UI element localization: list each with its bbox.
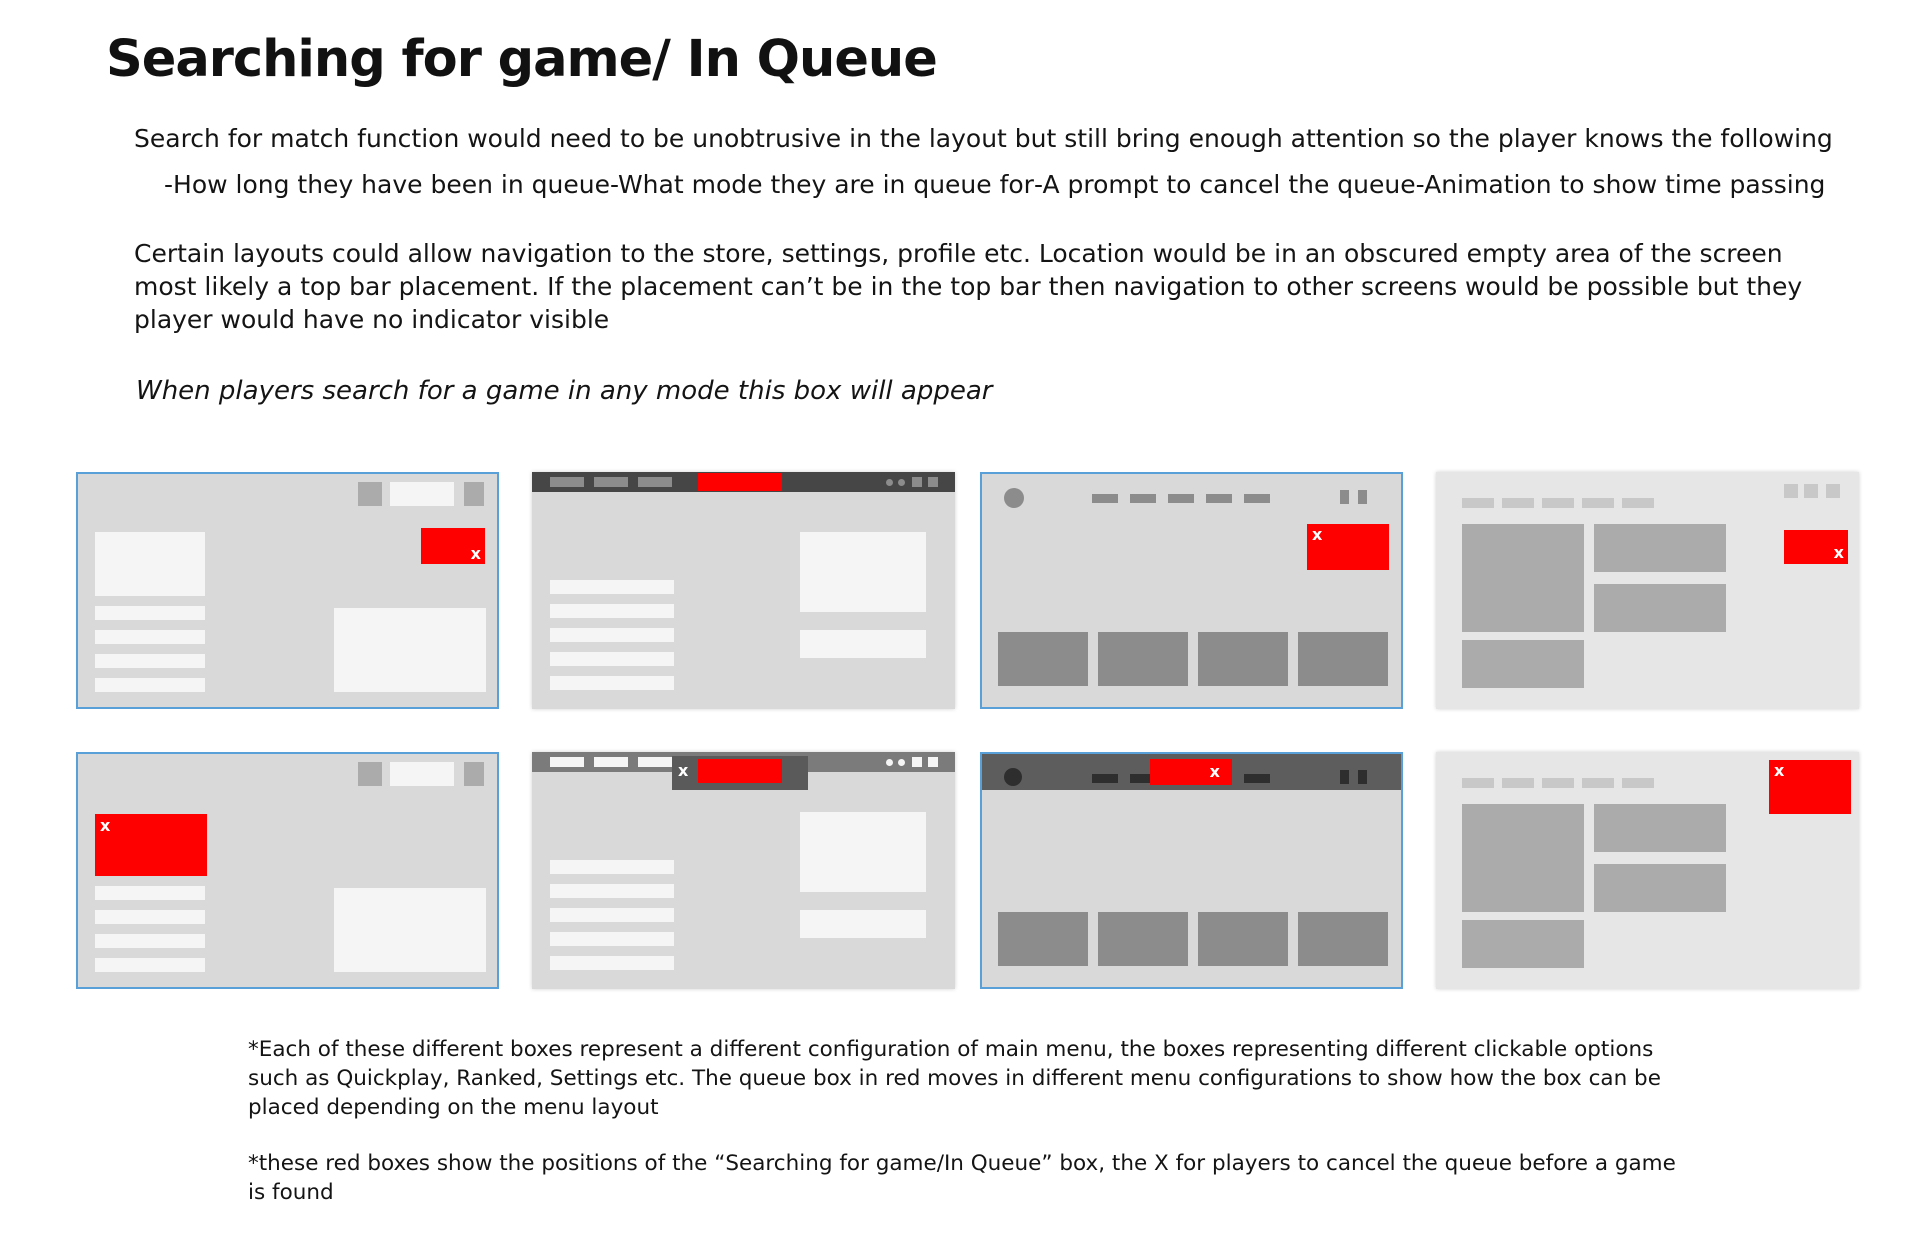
cancel-queue-x-icon[interactable]: x bbox=[1774, 761, 1785, 780]
menu-list-item bbox=[95, 910, 205, 924]
queue-box[interactable] bbox=[698, 473, 782, 491]
menu-list-item bbox=[550, 604, 674, 618]
top-bar-tab bbox=[550, 757, 584, 767]
nav-tab bbox=[1092, 494, 1118, 503]
menu-list-item bbox=[95, 654, 205, 668]
cancel-queue-x-icon[interactable]: x bbox=[1312, 525, 1323, 544]
content-panel bbox=[334, 888, 486, 972]
top-bar-icon bbox=[928, 477, 938, 487]
menu-list-item bbox=[95, 958, 205, 972]
top-icon bbox=[1340, 490, 1349, 504]
callout-text: When players search for a game in any mode this box will appear bbox=[136, 376, 993, 406]
nav-tab bbox=[1542, 778, 1574, 788]
top-icon-box bbox=[464, 762, 484, 786]
top-icon bbox=[1358, 770, 1367, 784]
content-block bbox=[1462, 804, 1584, 912]
top-bar-dot bbox=[898, 759, 905, 766]
menu-list-item bbox=[95, 934, 205, 948]
menu-layout-1-top bbox=[76, 472, 499, 709]
top-icon bbox=[1784, 484, 1798, 498]
queue-box[interactable] bbox=[1769, 760, 1851, 814]
nav-tab bbox=[1244, 494, 1270, 503]
menu-layout-4-bottom bbox=[1436, 752, 1859, 989]
nav-tab bbox=[1168, 494, 1194, 503]
mode-tile bbox=[1198, 632, 1288, 686]
menu-list-item bbox=[550, 652, 674, 666]
menu-list-item bbox=[550, 580, 674, 594]
profile-avatar bbox=[1004, 488, 1024, 508]
mode-tile bbox=[998, 912, 1088, 966]
menu-layout-2-bottom bbox=[532, 752, 955, 989]
top-icon bbox=[1826, 484, 1840, 498]
content-block bbox=[1462, 524, 1584, 632]
menu-list-item bbox=[550, 956, 674, 970]
content-panel bbox=[800, 630, 926, 658]
content-panel bbox=[800, 532, 926, 612]
requirement-queue-time: -How long they have been in queue bbox=[164, 170, 610, 199]
top-icon-box bbox=[358, 482, 382, 506]
menu-layout-3-bottom bbox=[980, 752, 1403, 989]
menu-layout-3-top bbox=[980, 472, 1403, 709]
content-block bbox=[1462, 920, 1584, 968]
queue-box[interactable] bbox=[1784, 530, 1848, 564]
content-panel bbox=[334, 608, 486, 692]
footnote-queue-box: *these red boxes show the positions of the “Searching for game/In Queue” box, the X for players to cancel the queue before a game is found bbox=[248, 1151, 1676, 1205]
cancel-queue-x-icon[interactable]: x bbox=[470, 544, 481, 563]
menu-layout-2-top bbox=[532, 472, 955, 709]
mode-tile bbox=[998, 632, 1088, 686]
content-block bbox=[1594, 584, 1726, 632]
content-block bbox=[1462, 640, 1584, 688]
menu-list-item bbox=[550, 860, 674, 874]
content-block bbox=[1594, 864, 1726, 912]
top-icon bbox=[1358, 490, 1367, 504]
top-bar-tab bbox=[638, 757, 672, 767]
menu-list-item bbox=[550, 628, 674, 642]
cancel-queue-x-icon[interactable]: x bbox=[1209, 762, 1220, 781]
mode-tile bbox=[1098, 632, 1188, 686]
cancel-queue-x-icon[interactable]: x bbox=[1833, 543, 1844, 562]
nav-tab bbox=[1582, 498, 1614, 508]
top-bar-tab bbox=[594, 477, 628, 487]
menu-list-item bbox=[550, 908, 674, 922]
top-bar-icon bbox=[928, 757, 938, 767]
top-bar-dot bbox=[886, 759, 893, 766]
menu-layout-1-bottom bbox=[76, 752, 499, 989]
nav-tab bbox=[1542, 498, 1574, 508]
menu-list-item bbox=[550, 676, 674, 690]
content-block bbox=[1594, 804, 1726, 852]
top-bar-tab bbox=[638, 477, 672, 487]
nav-tab bbox=[1244, 774, 1270, 783]
menu-list-item bbox=[95, 886, 205, 900]
top-bar-icon bbox=[912, 757, 922, 767]
profile-avatar bbox=[1004, 768, 1022, 786]
top-icon bbox=[1340, 770, 1349, 784]
navigation-note: Certain layouts could allow navigation to the store, settings, profile etc. Location would be in an obscured empty area of the screen most likely a top bar placement. If the placement can’t be in the top bar then navigation to other screens would be possible but they player would have no indicator visible bbox=[134, 239, 1803, 334]
queue-box[interactable] bbox=[1307, 524, 1389, 570]
cancel-queue-x-icon[interactable]: x bbox=[678, 761, 689, 780]
nav-tab bbox=[1462, 498, 1494, 508]
requirement-cancel-prompt: -A prompt to cancel the queue bbox=[1033, 170, 1416, 199]
queue-box[interactable] bbox=[421, 528, 485, 564]
top-icon-box bbox=[464, 482, 484, 506]
top-icon bbox=[1804, 484, 1818, 498]
nav-tab bbox=[1206, 494, 1232, 503]
nav-tab bbox=[1462, 778, 1494, 788]
content-panel bbox=[800, 910, 926, 938]
page-title: Searching for game/ In Queue bbox=[106, 30, 937, 89]
top-bar-dot bbox=[898, 479, 905, 486]
footnote-menu-configurations: *Each of these different boxes represent a different configuration of main menu, the boxes representing different clickable options such as Quickplay, Ranked, Settings etc. The queue box in red moves in different menu configurations to show how the box can be placed depending on the menu layout bbox=[248, 1037, 1661, 1120]
menu-list-item bbox=[550, 884, 674, 898]
mode-tile bbox=[1098, 912, 1188, 966]
top-bar-dot bbox=[886, 479, 893, 486]
requirement-time-animation: -Animation to show time passing bbox=[1415, 170, 1826, 199]
nav-tab bbox=[1092, 774, 1118, 783]
menu-list-item bbox=[95, 606, 205, 620]
cancel-queue-x-icon[interactable]: x bbox=[100, 816, 111, 835]
nav-tab bbox=[1582, 778, 1614, 788]
nav-tab bbox=[1622, 498, 1654, 508]
intro-text: Search for match function would need to be unobtrusive in the layout but still bring enough attention so the player knows the following bbox=[134, 124, 1833, 153]
top-bar-tab bbox=[550, 477, 584, 487]
content-panel bbox=[800, 812, 926, 892]
requirement-queue-mode: -What mode they are in queue for bbox=[609, 170, 1034, 199]
nav-tab bbox=[1502, 498, 1534, 508]
menu-list-item bbox=[95, 678, 205, 692]
top-bar-icon bbox=[912, 477, 922, 487]
content-block bbox=[1594, 524, 1726, 572]
top-icon-box bbox=[358, 762, 382, 786]
nav-tab bbox=[1502, 778, 1534, 788]
top-bar-tab bbox=[594, 757, 628, 767]
menu-list-item bbox=[95, 630, 205, 644]
queue-box[interactable] bbox=[678, 759, 782, 783]
nav-tab bbox=[1622, 778, 1654, 788]
top-wide-button bbox=[390, 762, 454, 786]
queue-box[interactable] bbox=[95, 814, 207, 876]
top-wide-button bbox=[390, 482, 454, 506]
queue-box[interactable] bbox=[1150, 759, 1232, 785]
menu-panel bbox=[95, 532, 205, 596]
requirements-list bbox=[164, 170, 1824, 199]
menu-layout-4-top bbox=[1436, 472, 1859, 709]
mode-tile bbox=[1298, 632, 1388, 686]
nav-tab bbox=[1130, 494, 1156, 503]
menu-list-item bbox=[550, 932, 674, 946]
mode-tile bbox=[1198, 912, 1288, 966]
mode-tile bbox=[1298, 912, 1388, 966]
